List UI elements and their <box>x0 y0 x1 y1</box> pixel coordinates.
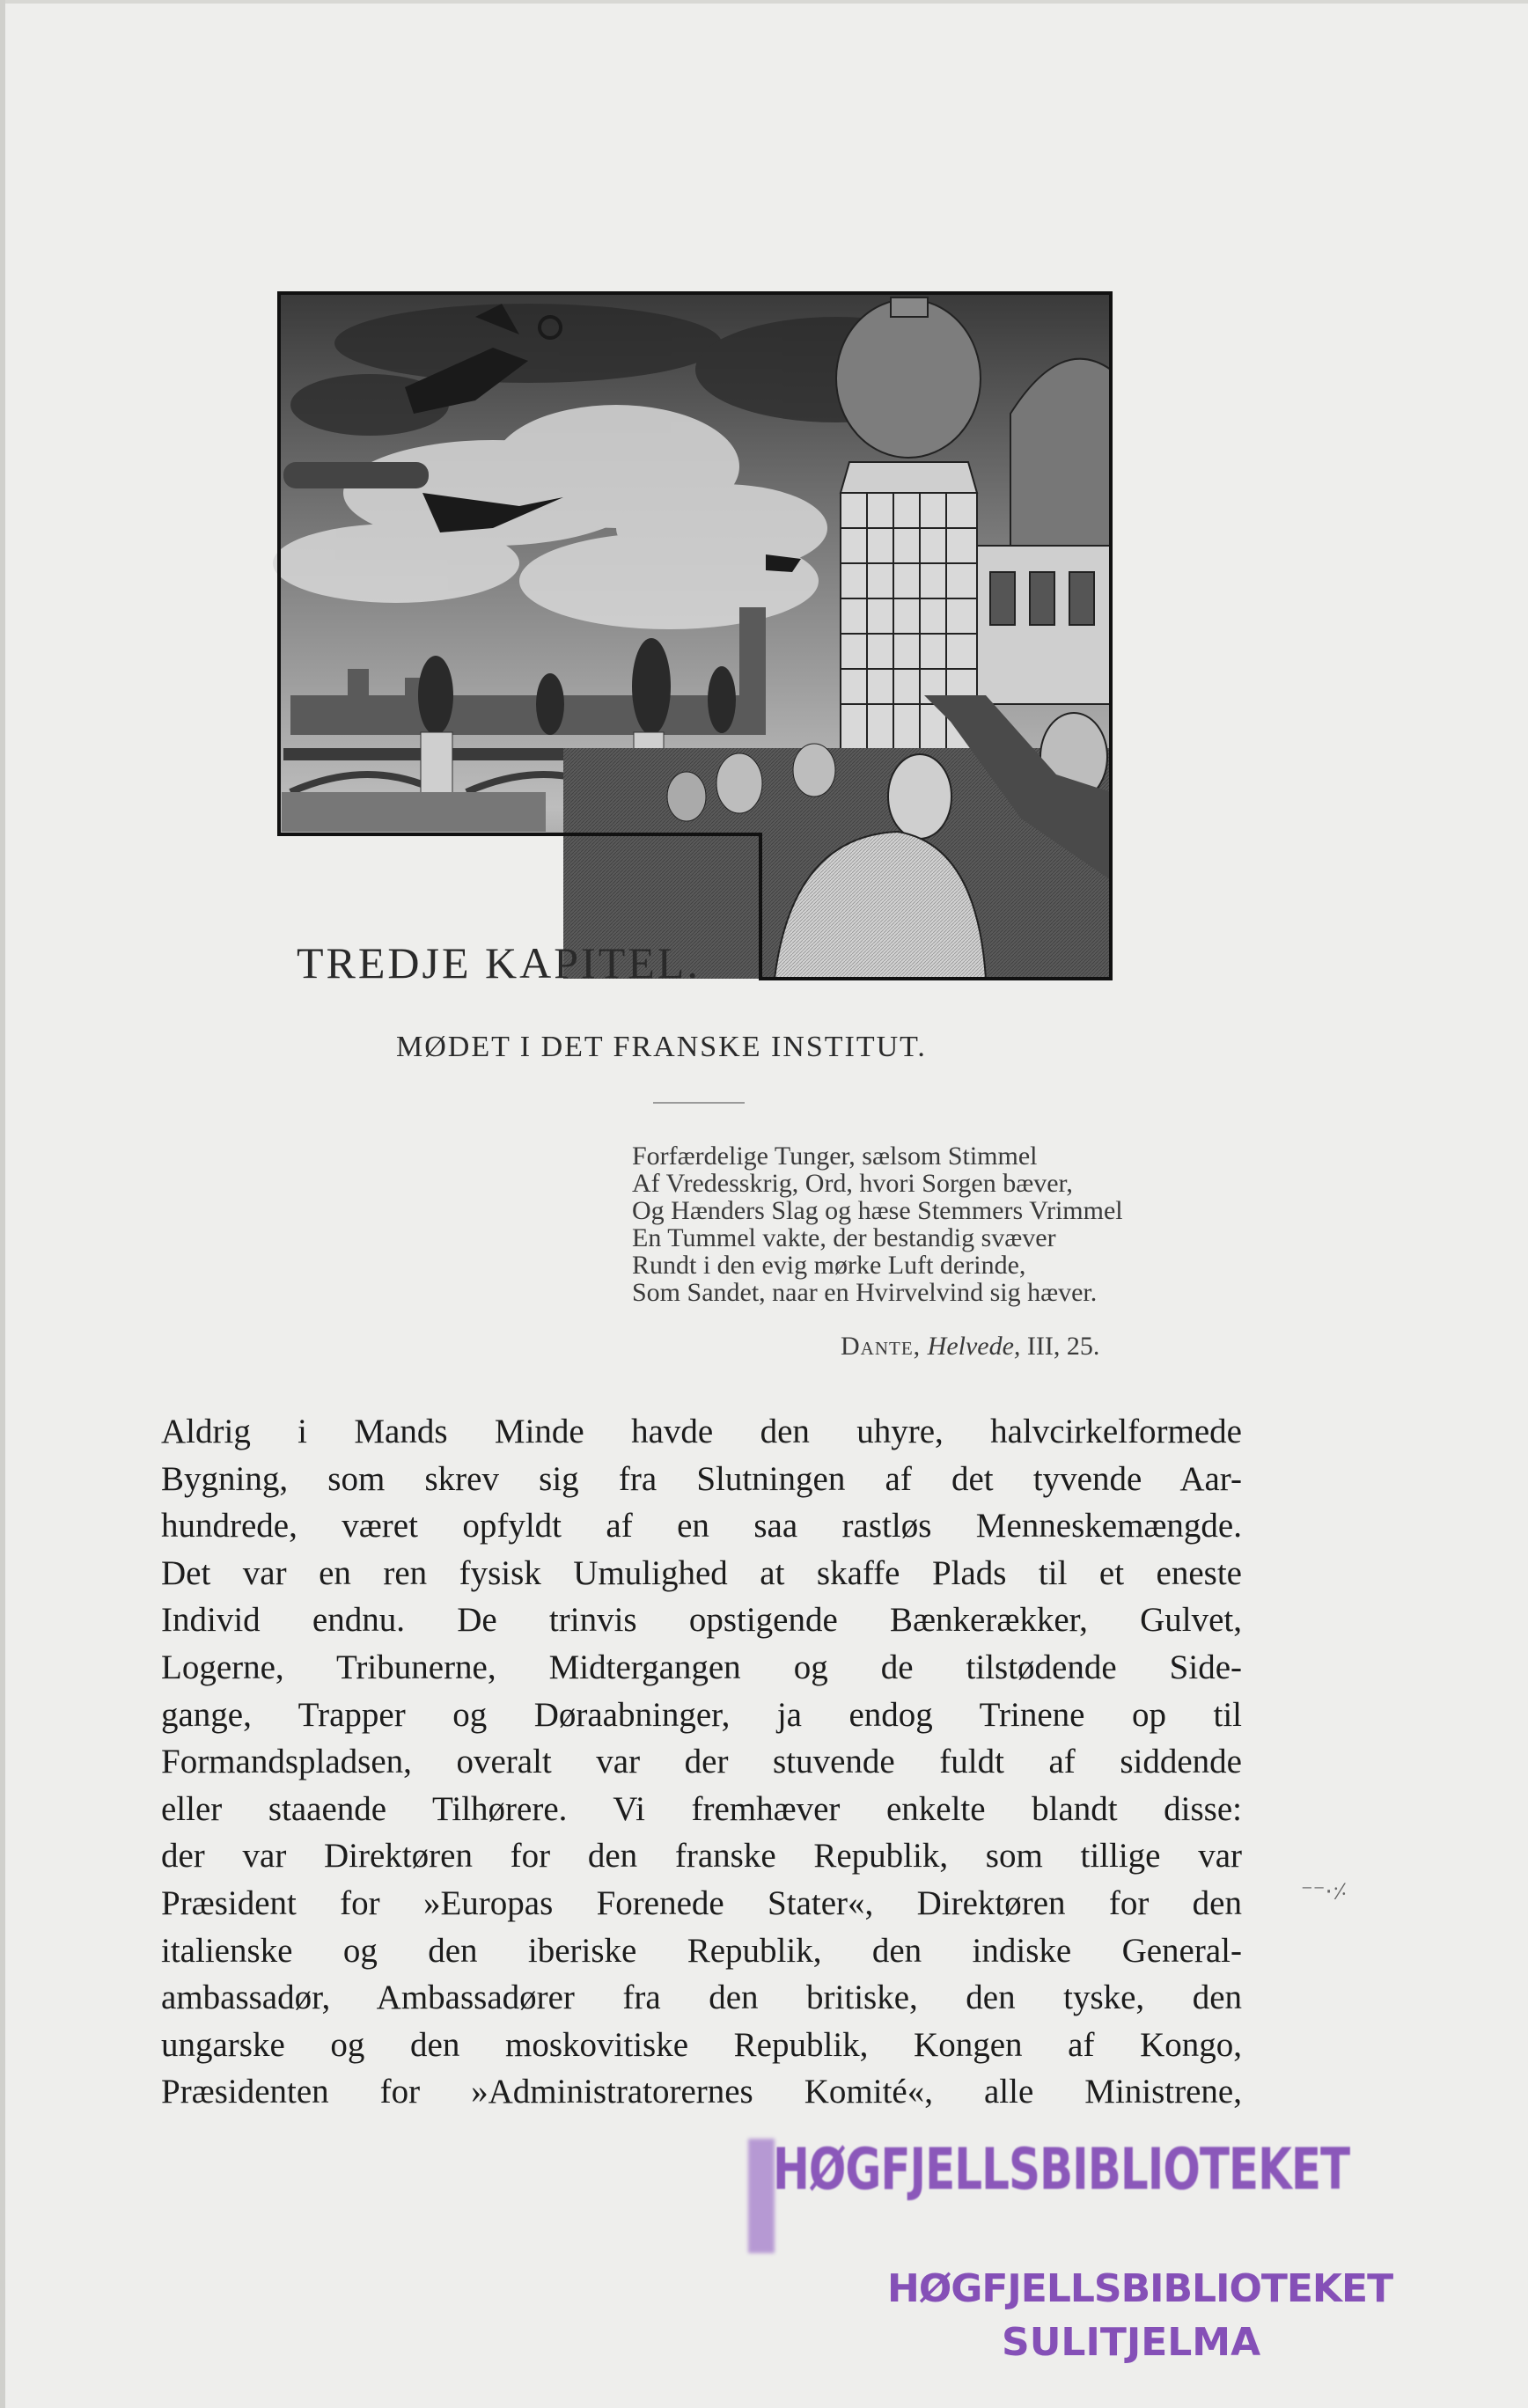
body-line: Formandspladsen, overalt var der stuvende fuldt af siddende <box>161 1743 1242 1781</box>
body-line: Individ endnu. De trinvis opstigende Bænkerækker, Gulvet, <box>161 1601 1242 1640</box>
body-line: Bygning, som skrev sig fra Slutningen af det tyvende Aar- <box>161 1459 1242 1498</box>
attribution-reference: III, 25. <box>1026 1332 1100 1361</box>
epigraph <box>632 1142 1266 1306</box>
library-stamp <box>887 2266 1392 2365</box>
body-line: Præsidenten for »Administratorernes Komité«, alle Ministrene, <box>161 2073 1242 2111</box>
attribution-author: Dante, <box>841 1332 922 1361</box>
body-line: ambassadør, Ambassadører fra den britiske, den tyske, den <box>161 1979 1242 2017</box>
tower <box>836 297 981 757</box>
epigraph-line: Forfærdelige Tunger, sælsom Stimmel <box>632 1142 1038 1171</box>
body-line: Logerne, Tribunerne, Midtergangen og de tilstødende Side- <box>161 1648 1242 1686</box>
body-line: Det var en ren fysisk Umulighed at skaffe Plads til et eneste <box>161 1553 1242 1592</box>
stamp-library-name: HØGFJELLSBIBLIOTEKET <box>887 2266 1393 2311</box>
epigraph-line: Af Vredesskrig, Ord, hvori Sorgen bæver, <box>632 1169 1073 1198</box>
body-text <box>161 1408 1242 2116</box>
chapter-subtitle: MØDET I DET FRANSKE INSTITUT. <box>396 1031 927 1063</box>
body-line: eller staaende Tilhørere. Vi fremhæver enkelte blandt disse: <box>161 1789 1242 1828</box>
library-stamp-top <box>738 2128 1350 2203</box>
body-line: hundrede, været opfyldt af en saa rastløs Menneskemængde. <box>161 1507 1242 1545</box>
body-line: der var Direktøren for den franske Republik, som tillige var <box>161 1837 1242 1876</box>
chapter-title: TREDJE KAPITEL. <box>297 938 701 987</box>
divider-rule <box>653 1102 745 1104</box>
epigraph-line: Og Hænders Slag og hæse Stemmers Vrimmel <box>632 1196 1123 1225</box>
body-line: italienske og den iberiske Republik, den indiske General- <box>161 1931 1242 1970</box>
pencil-mark: ⁻⁻·⸓ <box>1301 1879 1348 1905</box>
stamp-text: HØGFJELLSBIBLIOTEKET <box>773 2136 1350 2203</box>
epigraph-line: Som Sandet, naar en Hvirvelvind sig hæver. <box>632 1278 1098 1307</box>
epigraph-attribution <box>841 1332 1099 1362</box>
chapter-illustration <box>0 0 1528 986</box>
epigraph-line: Rundt i den evig mørke Luft derinde, <box>632 1251 1026 1280</box>
body-line: ungarske og den moskovitiske Republik, Kongen af Kongo, <box>161 2025 1242 2064</box>
attribution-work: Helvede, <box>927 1332 1021 1361</box>
epigraph-line: En Tummel vakte, der bestandig svæver <box>632 1223 1056 1252</box>
body-line: gange, Trapper og Døraabninger, ja endog Trinene op til <box>161 1695 1242 1734</box>
body-line: Aldrig i Mands Minde havde den uhyre, halvcirkelformede <box>161 1413 1242 1450</box>
body-line: Præsident for »Europas Forenede Stater«, Direktøren for den <box>161 1883 1242 1922</box>
stamp-place-name: SULITJELMA <box>1002 2320 1261 2365</box>
